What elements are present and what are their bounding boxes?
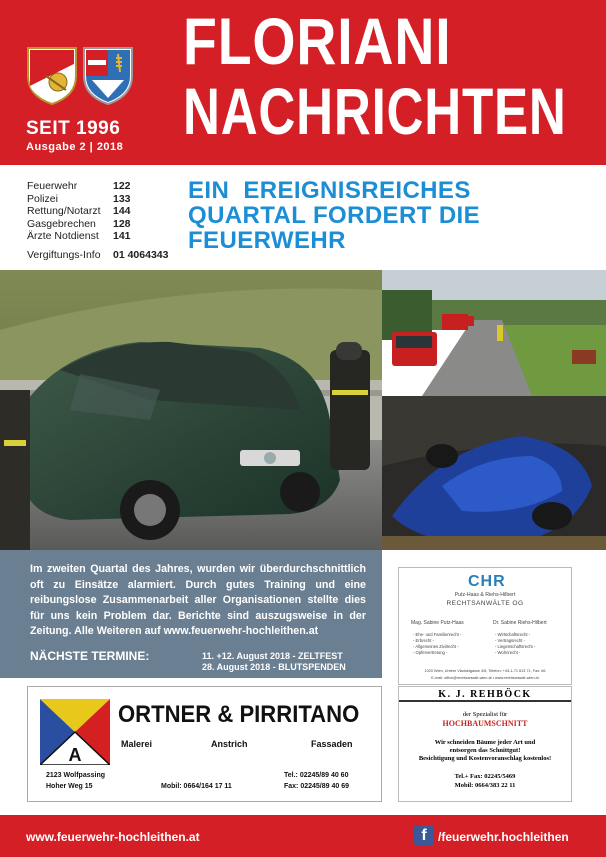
ortner-service: Malerei — [121, 739, 153, 749]
lawyer-name: Dr. Sabine Riehs-Hilbert — [493, 620, 547, 626]
rehbock-specialty: HOCHBAUMSCHNITT — [442, 719, 528, 728]
svg-text:A: A — [68, 745, 82, 765]
facebook-link[interactable]: /feuerwehr.hochleithen — [438, 830, 569, 844]
ortner-fax: Fax: 02245/89 40 69 — [284, 783, 349, 790]
headline-line3: FEUERWEHR — [188, 227, 346, 254]
number-value: 144 — [113, 205, 131, 218]
next-dates-label: NÄCHSTE TERMINE: — [30, 649, 150, 663]
practice-area: - Opfervertretung - — [413, 650, 448, 655]
number-label: Vergiftungs-Info — [27, 248, 101, 261]
law-firm-ad — [398, 567, 572, 685]
number-label: Feuerwehr — [27, 180, 78, 192]
law-firm-address: 1020 Wien, Untere Viaduktgasse 4/8, Telefon: +43-1-71 813 71, Fax: 66 — [424, 669, 546, 673]
headline-line1: EIN EREIGNISREICHES — [188, 177, 471, 204]
crashed-car-photo — [0, 270, 382, 550]
event-item: 11. +12. August 2018 - ZELTFEST — [202, 651, 343, 661]
ortner-pirritano-ad — [27, 686, 382, 802]
ortner-address: Hoher Weg 15 — [46, 783, 93, 790]
crests — [26, 46, 138, 108]
practice-area: - Vertragsrecht - — [495, 638, 526, 643]
number-label: Ärzte Notdienst — [27, 230, 99, 243]
fire-brigade-crest-icon — [26, 46, 78, 106]
number-value: 122 — [113, 180, 131, 192]
ortner-address: 2123 Wolfpassing — [46, 772, 106, 779]
event-item: 28. August 2018 - BLUTSPENDEN — [202, 662, 346, 672]
masthead-title-line2: NACHRICHTEN — [183, 74, 567, 148]
lawyer-name: Mag. Sabine Putz-Haas — [411, 620, 464, 626]
practice-area: - Allgemeines Zivilrecht - — [413, 644, 459, 649]
summary-box — [0, 550, 382, 678]
emergency-number-row — [27, 180, 177, 193]
facebook-icon: f — [414, 825, 434, 845]
emergency-number-row — [27, 218, 177, 231]
law-firm-subtitle: RECHTSANWÄLTE OG — [446, 600, 524, 607]
masthead-title-line1: FLORIANI — [183, 4, 452, 78]
number-value: 133 — [113, 192, 131, 205]
rehbock-mobile: Mobil: 0664/383 22 11 — [454, 782, 516, 789]
founded-label: SEIT 1996 — [26, 118, 121, 139]
ortner-company-name: ORTNER & PIRRITANO — [118, 701, 360, 728]
footer — [0, 815, 606, 857]
rehbock-text: der Spezialist für — [462, 711, 508, 718]
headline-line2: QUARTAL FORDERT DIE — [188, 202, 481, 229]
rehbock-ad — [398, 686, 572, 802]
rehbock-phone: Tel.+ Fax: 02245/5469 — [454, 773, 516, 780]
law-firm-logo: CHR — [468, 573, 506, 590]
number-label: Gasgebrechen — [27, 217, 96, 230]
ortner-logo-icon — [40, 699, 110, 765]
practice-area: - Liegenschaftsrecht - — [495, 644, 536, 649]
practice-list — [495, 632, 535, 656]
emergency-numbers — [27, 180, 177, 262]
summary-text: Im zweiten Quartal des Jahres, wurden wir überdurchschnittlich oft zu Einsätze alarmiert. Durch gutes Training und eine reibungslose Zusammenarbeit aller Organisationen stellte dies für uns kein Problem dar. Berichte sind auszugsweise in der Zeitung. Alle Weiteren auf www.feuerwehr-hochleithen.at — [30, 563, 366, 638]
issue-label: Ausgabe 2 | 2018 — [26, 141, 124, 153]
practice-area: - Wirtschaftsrecht - — [495, 632, 531, 637]
number-label: Rettung/Notarzt — [27, 205, 101, 218]
emergency-number-row — [27, 230, 177, 243]
rehbock-text: Wir schneiden Bäume jeder Art und — [434, 739, 536, 746]
number-value: 141 — [113, 230, 131, 243]
poison-info-row — [27, 249, 177, 262]
number-value: 128 — [113, 217, 131, 230]
emergency-number-row — [27, 205, 177, 218]
practice-area: - Erbrecht - — [413, 638, 434, 643]
practice-area: - Wohnrecht - — [495, 650, 521, 655]
ortner-phone: Tel.: 02245/89 40 60 — [284, 772, 349, 779]
rehbock-name: K. J. REHBÖCK — [438, 689, 532, 700]
masthead — [0, 0, 606, 165]
fire-trucks-photo — [382, 270, 606, 396]
law-firm-email: E-mail: office@rechtsanwalt-wien.at • www.rechtsanwalt-wien.at — [431, 676, 539, 680]
practice-list — [413, 632, 461, 656]
practice-area: - Ehe- und Familienrecht - — [413, 632, 462, 637]
headline — [188, 178, 593, 253]
ortner-service: Anstrich — [211, 739, 248, 749]
number-value: 01 4064343 — [113, 248, 169, 261]
overturned-car-photo — [382, 396, 606, 550]
municipality-crest-icon — [82, 46, 134, 106]
website-link[interactable]: www.feuerwehr-hochleithen.at — [26, 830, 200, 844]
law-firm-name: Putz-Haas & Riehs-Hilbert — [454, 592, 516, 598]
ortner-mobile: Mobil: 0664/164 17 11 — [161, 783, 232, 790]
number-label: Polizei — [27, 192, 58, 205]
emergency-number-row — [27, 193, 177, 206]
ortner-service: Fassaden — [311, 739, 353, 749]
rehbock-text: Besichtigung und Kostenvoranschlag kostenlos! — [418, 755, 552, 762]
rehbock-text: entsorgen das Schnittgut! — [449, 747, 521, 754]
